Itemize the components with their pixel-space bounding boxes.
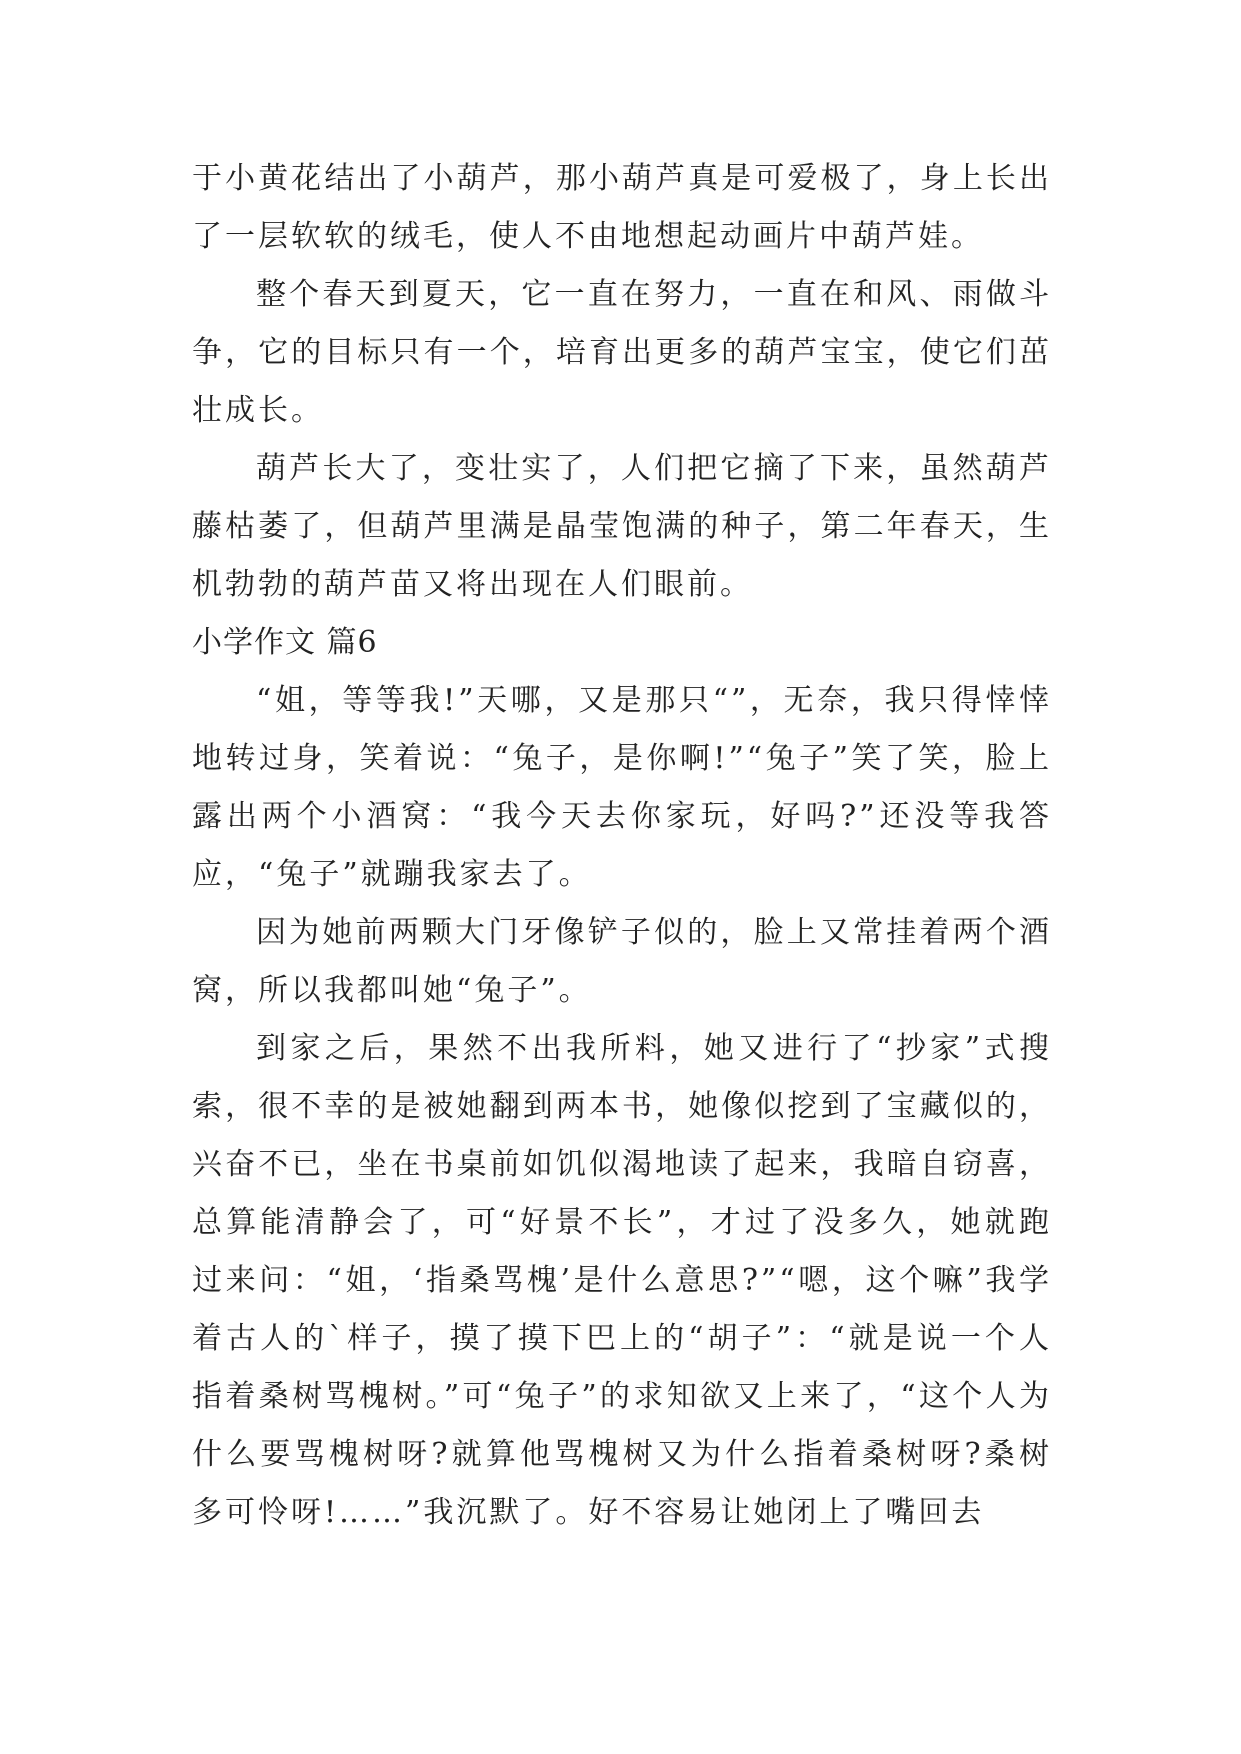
paragraph: “姐，等等我!”天哪，又是那只“”，无奈，我只得悻悻地转过身，笑着说：“兔子，是你啊!”“兔子”笑了笑，脸上露出两个小酒窝：“我今天去你家玩，好吗?”还没等我答应，“兔子”就蹦我家去了。	[192, 683, 1052, 892]
document-body	[192, 150, 1052, 1542]
paragraph: 于小黄花结出了小葫芦，那小葫芦真是可爱极了，身上长出了一层软软的绒毛，使人不由地想起动画片中葫芦娃。	[192, 161, 1052, 254]
section-heading: 小学作文 篇6	[192, 625, 378, 660]
paragraph: 葫芦长大了，变壮实了，人们把它摘了下来，虽然葫芦藤枯萎了，但葫芦里满是晶莹饱满的种子，第二年春天，生机勃勃的葫芦苗又将出现在人们眼前。	[192, 451, 1052, 602]
paragraph: 到家之后，果然不出我所料，她又进行了“抄家”式搜索，很不幸的是被她翻到两本书，她像似挖到了宝藏似的，兴奋不已，坐在书桌前如饥似渴地读了起来，我暗自窃喜，总算能清静会了，可“好景不长”，才过了没多久，她就跑过来问：“姐，‘指桑骂槐’是什么意思?”“嗯，这个嘛”我学着古人的`样子，摸了摸下巴上的“胡子”：“就是说一个人指着桑树骂槐树。”可“兔子”的求知欲又上来了，“这个人为什么要骂槐树呀?就算他骂槐树又为什么指着桑树呀?桑树多可怜呀!……”我沉默了。好不容易让她闭上了嘴回去	[192, 1031, 1052, 1530]
paragraph: 因为她前两颗大门牙像铲子似的，脸上又常挂着两个酒窝，所以我都叫她“兔子”。	[192, 915, 1052, 1008]
paragraph: 整个春天到夏天，它一直在努力，一直在和风、雨做斗争，它的目标只有一个，培育出更多的葫芦宝宝，使它们茁壮成长。	[192, 277, 1052, 428]
